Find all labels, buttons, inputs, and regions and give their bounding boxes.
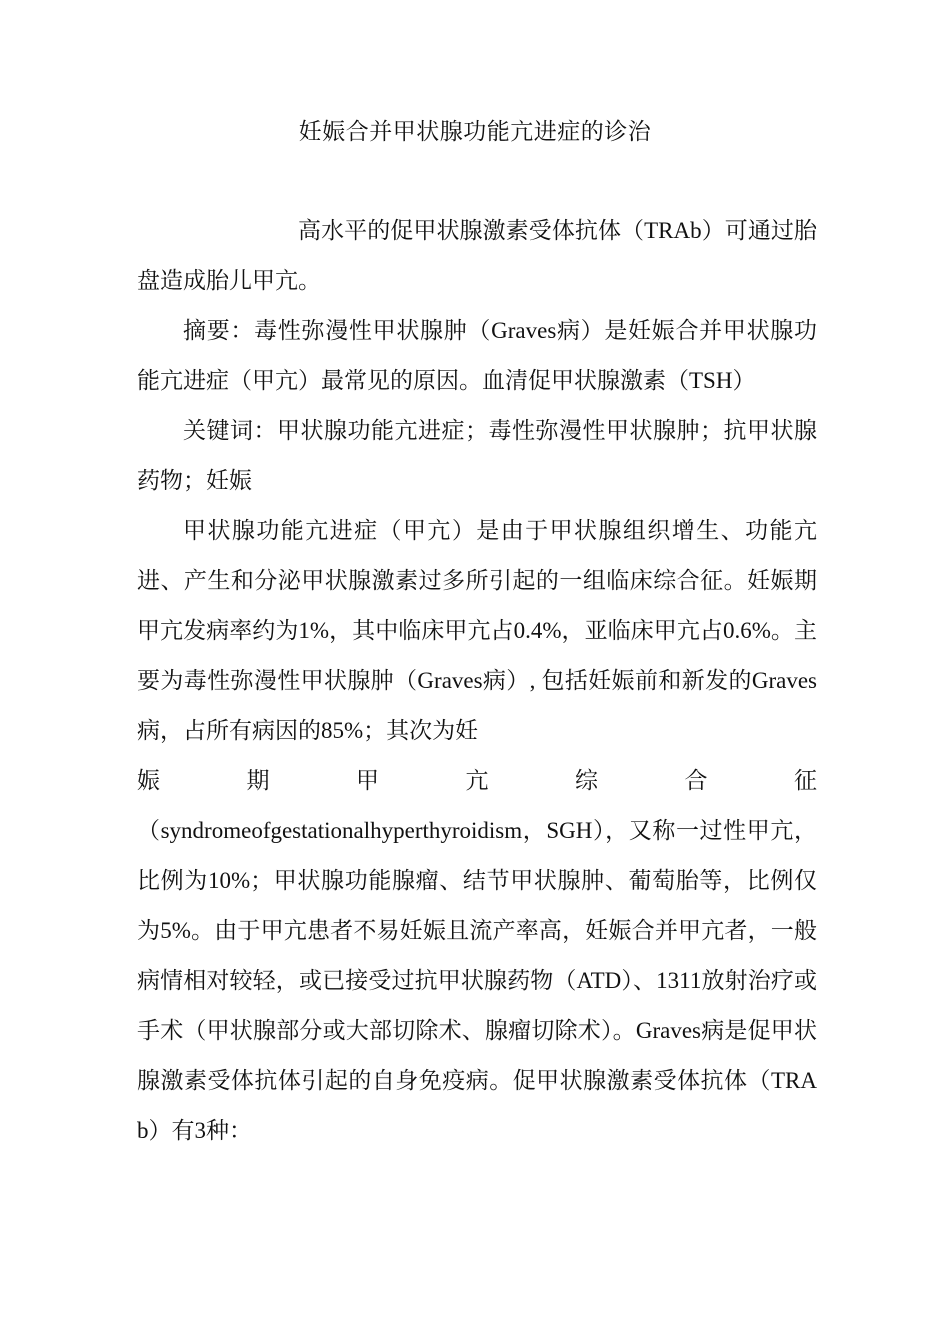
main-paragraph-part1: 甲状腺功能亢进症（甲亢）是由于甲状腺组织增生、功能亢进、产生和分泌甲状腺激素过多所引起的一组临床综合征。妊娠期甲亢发病率约为1%，其中临床甲亢占0.4%，亚临床甲亢占0.6%。主要为毒性弥漫性甲状腺肿（Graves病）, 包括妊娠前和新发的Graves病，占所有病因的85%；其次为妊 [137, 518, 817, 743]
intro-paragraph: 高水平的促甲状腺激素受体抗体（TRAb）可通过胎盘造成胎儿甲亢。 [137, 218, 817, 293]
main-paragraph [137, 506, 817, 1156]
keywords-paragraph: 关键词：甲状腺功能亢进症；毒性弥漫性甲状腺肿；抗甲状腺药物；妊娠 [137, 418, 817, 493]
main-paragraph-spaced-line: 娠 期 甲 亢 综 合 征 [137, 768, 817, 793]
main-paragraph-part2: （syndromeofgestationalhyperthyroidism，SGH），又称一过性甲亢，比例为10%；甲状腺功能腺瘤、结节甲状腺肿、葡萄胎等，比例仅为5%。由于甲亢患者不易妊娠且流产率高，妊娠合并甲亢者，一般病情相对较轻，或已接受过抗甲状腺药物（ATD）、1311放射治疗或手术（甲状腺部分或大部切除术、腺瘤切除术）。Graves病是促甲状腺激素受体抗体引起的自身免疫病。促甲状腺激素受体抗体（TRAb）有3种： [137, 818, 817, 1143]
document-body [137, 206, 817, 1156]
abstract-paragraph: 摘要：毒性弥漫性甲状腺肿（Graves病）是妊娠合并甲状腺功能亢进症（甲亢）最常见的原因。血清促甲状腺激素（TSH） [137, 318, 817, 393]
document-title: 妊娠合并甲状腺功能亢进症的诊治 [298, 119, 652, 144]
